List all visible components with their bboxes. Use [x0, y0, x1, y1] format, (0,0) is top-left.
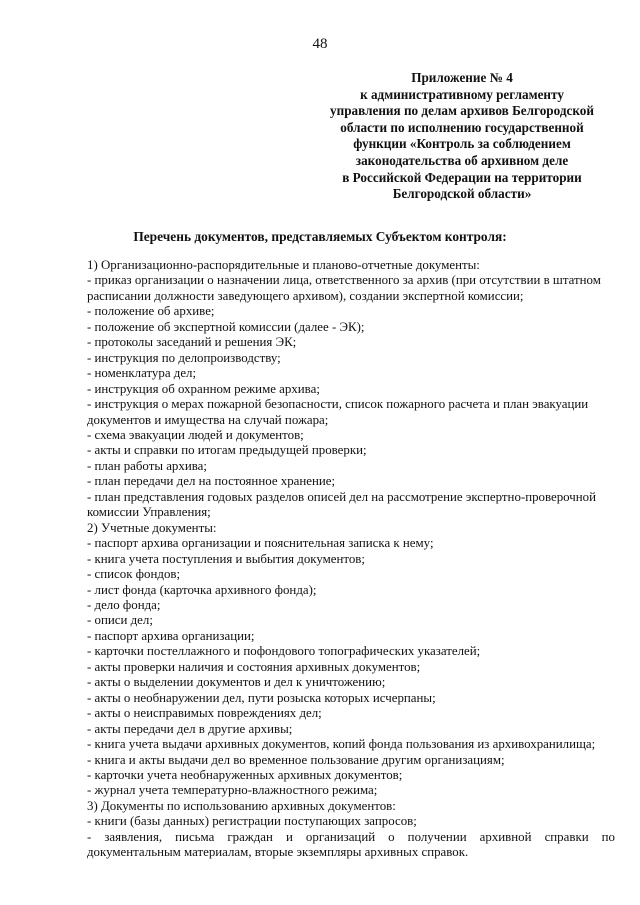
list-item: - инструкция о мерах пожарной безопасности, список пожарного расчета и план эвакуации	[87, 397, 589, 412]
appendix-line: Белгородской области»	[392, 186, 532, 202]
list-item: - книги (базы данных) регистрации поступающих запросов;	[87, 814, 417, 829]
section-heading: 2) Учетные документы:	[87, 520, 217, 535]
list-item: - акты и справки по итогам предыдущей проверки;	[87, 443, 367, 458]
list-item: - книга учета выдачи архивных документов, копий фонда пользования из архивохранилища;	[87, 737, 596, 752]
list-item: - номенклатура дел;	[87, 366, 197, 381]
list-item: - акты о выделении документов и дел к уничтожению;	[87, 675, 386, 690]
list-item: - положение об архиве;	[87, 304, 215, 319]
appendix-line: функции «Контроль за соблюдением	[353, 136, 571, 152]
list-item: - инструкция об охранном режиме архива;	[87, 381, 320, 396]
page-number: 48	[312, 36, 328, 52]
list-item-continuation: расписании должности заведующего архивом), создании экспертной комиссии;	[87, 288, 524, 303]
section-heading: 1) Организационно-распорядительные и планово-отчетные документы:	[87, 258, 480, 272]
list-item: - план представления годовых разделов описей дел на рассмотрение экспертно-проверочной	[87, 489, 596, 504]
list-item: - карточки постеллажного и пофондового топографических указателей;	[87, 644, 481, 659]
section-heading: 3) Документы по использованию архивных документов:	[87, 798, 396, 813]
appendix-line: управления по делам архивов Белгородской	[330, 103, 594, 119]
list-item: - акты о неисправимых повреждениях дел;	[87, 706, 322, 721]
appendix-line: Приложение № 4	[411, 70, 513, 85]
list-item: - книга и акты выдачи дел во временное пользование другим организациям;	[87, 752, 505, 767]
appendix-line: к административному регламенту	[360, 86, 564, 102]
list-item: - инструкция по делопроизводству;	[87, 350, 281, 365]
list-item: - лист фонда (карточка архивного фонда);	[87, 582, 317, 597]
list-item: - книга учета поступления и выбытия документов;	[87, 551, 365, 566]
list-item: - карточки учета необнаруженных архивных документов;	[87, 767, 403, 782]
list-item: - план работы архива;	[87, 458, 207, 473]
list-item: - журнал учета температурно-влажностного режима;	[87, 783, 378, 798]
appendix-line: области по исполнению государственной	[340, 119, 584, 135]
appendix-line: законодательства об архивном деле	[355, 152, 569, 168]
list-item: - акты проверки наличия и состояния архивных документов;	[87, 659, 421, 674]
list-item: - заявления, письма граждан и организаций о получении архивной справки по	[87, 829, 615, 844]
list-item-continuation: документальным материалам, вторые экземпляры архивных справок.	[87, 845, 469, 860]
document-body	[87, 258, 615, 861]
list-item-continuation: документов и имущества на случай пожара;	[87, 412, 329, 427]
list-item: - схема эвакуации людей и документов;	[87, 427, 304, 442]
list-item: - акты передачи дел в другие архивы;	[87, 721, 293, 736]
list-item: - паспорт архива организации и пояснительная записка к нему;	[87, 536, 434, 551]
list-item: - протоколы заседаний и решения ЭК;	[87, 335, 297, 350]
list-item: - акты о необнаружении дел, пути розыска которых исчерпаны;	[87, 690, 436, 705]
appendix-line: в Российской Федерации на территории	[342, 169, 582, 185]
document-title: Перечень документов, представляемых Субъектом контроля:	[133, 229, 507, 244]
list-item: - приказ организации о назначении лица, ответственного за архив (при отсутствии в штатном	[87, 273, 601, 288]
list-item: - список фондов;	[87, 567, 181, 582]
list-item: - план передачи дел на постоянное хранение;	[87, 474, 336, 489]
appendix-header	[312, 70, 612, 203]
list-item-continuation: комиссии Управления;	[87, 505, 211, 520]
list-item: - положение об экспертной комиссии (далее - ЭК);	[87, 319, 365, 334]
list-item: - дело фонда;	[87, 597, 161, 612]
list-item: - описи дел;	[87, 613, 153, 628]
list-item: - паспорт архива организации;	[87, 628, 255, 643]
